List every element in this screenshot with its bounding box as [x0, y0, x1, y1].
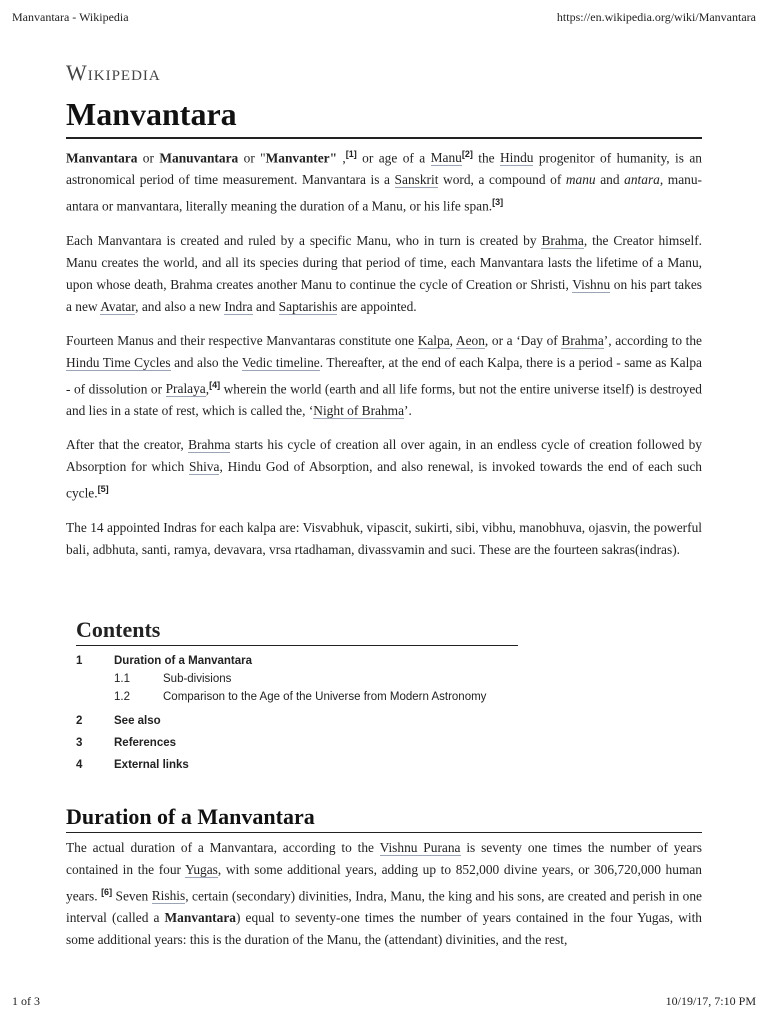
- print-page-url: https://en.wikipedia.org/wiki/Manvantara: [556, 10, 756, 24]
- toc-item-see-also[interactable]: [76, 712, 518, 730]
- toc-label[interactable]: Duration of a Manvantara: [114, 654, 253, 667]
- print-datetime: 10/19/17, 7:10 PM: [665, 994, 756, 1008]
- link-night-of-brahma[interactable]: Night of Brahma: [313, 403, 405, 419]
- link-hindu[interactable]: Hindu: [499, 150, 534, 166]
- link-brahma[interactable]: Brahma: [541, 232, 584, 248]
- table-of-contents: [76, 617, 518, 774]
- term-manvanter: Manvanter": [265, 150, 338, 166]
- section-heading-duration: Duration of a Manvantara: [66, 804, 702, 833]
- toc-item-duration[interactable]: [76, 652, 518, 670]
- toc-item-external-links[interactable]: [76, 756, 518, 774]
- citation-4[interactable]: [4]: [209, 379, 221, 390]
- toc-number: 1.2: [114, 690, 130, 703]
- citation-3[interactable]: [3]: [492, 197, 504, 208]
- toc-label[interactable]: Comparison to the Age of the Universe from Modern Astronomy: [163, 690, 487, 703]
- toc-label[interactable]: References: [114, 736, 177, 749]
- intro-paragraph-4: After that the creator, Brahma starts his cycle of creation all over again, in an endless cycle of creation followed by Absorption for which Shiva, Hindu God of Absorption, and also renewal, is invoked towards the end of each such cycle.[5]: [66, 437, 703, 501]
- citation-6[interactable]: [6]: [101, 886, 113, 897]
- toc-label[interactable]: Sub-divisions: [163, 672, 232, 685]
- toc-item-comparison[interactable]: [76, 688, 518, 706]
- toc-number: 1: [76, 654, 83, 667]
- term-manuvantara: Manuvantara: [159, 150, 239, 166]
- print-page-number: 1 of 3: [12, 994, 40, 1008]
- toc-label[interactable]: External links: [114, 758, 189, 771]
- link-hindu-time-cycles[interactable]: Hindu Time Cycles: [66, 354, 171, 370]
- intro-paragraph-3: Fourteen Manus and their respective Manvantaras constitute one Kalpa, Aeon, or a ‘Day of Brahma’, according to the Hindu Time Cycles and also the Vedic timeline. Thereafter, at the end of each Kalpa, there is a period - same as Kalpa - of dissolution or Pralaya,[4] wherein the world (earth and all life forms, but not the entire universe itself) is destroyed and lies in a state of rest, which is called the, ‘Night of Brahma’.: [66, 332, 702, 419]
- link-yugas[interactable]: Yugas: [185, 861, 218, 877]
- toc-item-references[interactable]: [76, 734, 518, 752]
- toc-number: 2: [76, 714, 83, 727]
- link-vishnu-purana[interactable]: Vishnu Purana: [379, 839, 461, 855]
- link-aeon[interactable]: Aeon: [455, 332, 485, 348]
- toc-label[interactable]: See also: [114, 714, 161, 727]
- toc-number: 4: [76, 758, 83, 771]
- link-vedic-timeline[interactable]: Vedic timeline: [241, 354, 320, 370]
- intro-paragraph-5: The 14 appointed Indras for each kalpa are: Visvabhuk, vipascit, sukirti, sibi, vibhu, manobhuva, ojasvin, the powerful bali, adbhuta, santi, ramya, devavara, vrsa rtadhaman, divassvamin and suci. These are the fourteen sakras(indras).: [66, 519, 702, 557]
- citation-5[interactable]: [5]: [97, 484, 109, 495]
- link-sanskrit[interactable]: Sanskrit: [394, 172, 439, 188]
- link-saptarishis[interactable]: Saptarishis: [278, 298, 338, 314]
- link-vishnu[interactable]: Vishnu: [572, 276, 611, 292]
- link-rishis[interactable]: Rishis: [151, 888, 186, 904]
- citation-2[interactable]: [2]: [461, 149, 473, 159]
- link-manu[interactable]: Manu: [430, 150, 462, 166]
- duration-paragraph-1: The actual duration of a Manvantara, according to the Vishnu Purana is seventy one times the number of years contained in the four Yugas, with some additional years, adding up to 852,000 divine years, or 306,720,000 human years. [6] Seven Rishis, certain (secondary) divinities, Indra, Manu, the king and his sons, are created and perish in one interval (called a Manvantara) equal to seventy-one times the number of years contained in the four Yugas, with some additional years: this is the duration of the Manu, the (attendant) divinities, and the rest,: [66, 839, 703, 948]
- link-pralaya[interactable]: Pralaya: [165, 381, 206, 397]
- toc-number: 1.1: [114, 672, 130, 685]
- link-kalpa[interactable]: Kalpa: [417, 332, 450, 348]
- toc-item-sub-divisions[interactable]: [76, 670, 518, 688]
- intro-paragraph-1: Manvantara or Manuvantara or "Manvanter" ,[1] or age of a Manu[2] the Hindu progenitor of humanity, is an astronomical period of time measurement. Manvantara is a Sanskrit word, a compound of manu and antara, manu-antara or manvantara, literally meaning the duration of a Manu, or his life span.[3]: [66, 149, 702, 214]
- article: [66, 60, 702, 963]
- link-indra[interactable]: Indra: [224, 298, 253, 314]
- wikipedia-wordmark: Wikipedia: [66, 60, 161, 85]
- page-title: Manvantara: [66, 96, 702, 139]
- link-avatar[interactable]: Avatar: [100, 298, 136, 314]
- toc-number: 3: [76, 736, 83, 749]
- toc-title: Contents: [76, 617, 518, 646]
- print-header: [12, 10, 756, 25]
- print-footer: [12, 994, 756, 1009]
- citation-1[interactable]: [1]: [345, 149, 357, 159]
- print-page-title: Manvantara - Wikipedia: [12, 10, 129, 24]
- link-brahma[interactable]: Brahma: [561, 332, 604, 348]
- intro-paragraph-2: Each Manvantara is created and ruled by a specific Manu, who in turn is created by Brahma, the Creator himself. Manu creates the world, and all its species during that period of time, each Manvantara lasts the lifetime of a Manu, upon whose death, Brahma creates another Manu to continue the cycle of Creation or Shristi, Vishnu on his part takes a new Avatar, and also a new Indra and Saptarishis are appointed.: [66, 232, 702, 314]
- term-manvantara: Manvantara: [66, 150, 138, 166]
- term-manvantara: Manvantara: [164, 910, 236, 926]
- link-brahma[interactable]: Brahma: [188, 437, 231, 453]
- link-shiva[interactable]: Shiva: [188, 459, 220, 475]
